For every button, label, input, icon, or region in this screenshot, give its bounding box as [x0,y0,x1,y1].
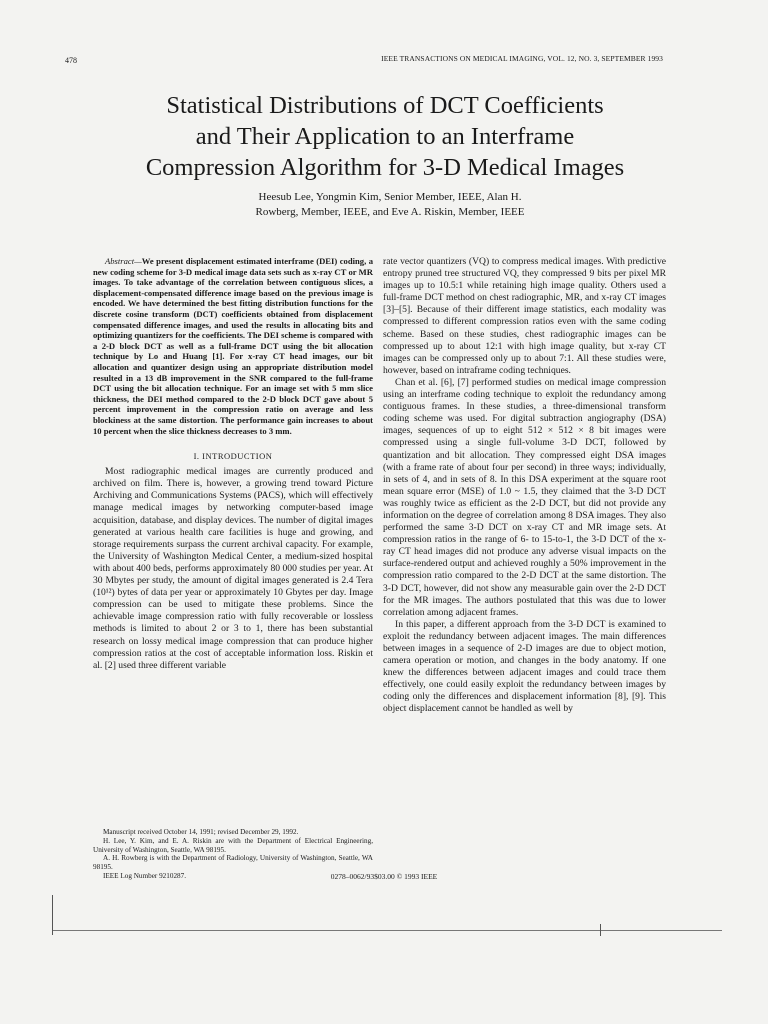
footnote-line: IEEE Log Number 9210287. [103,871,187,880]
corner-mark [52,895,53,935]
section-heading-introduction: I. INTRODUCTION [193,451,273,462]
bottom-rule [52,930,722,931]
abstract-label: Abstract— [105,256,142,266]
title-line: Compression Algorithm for 3-D Medical Images [145,154,625,181]
title-line: Statistical Distributions of DCT Coefficients [166,92,604,119]
copyright-notice: 0278–0062/93$03.00 © 1993 IEEE [330,872,438,881]
right-column [383,256,666,716]
left-column [93,256,373,672]
abstract-text: We present displacement estimated interframe (DEI) coding, a new coding scheme for 3-D medical image data sets such as x-ray CT or MR images. To take advantage of the correlation between contiguous slices, a displacement-compensated difference image based on the previous image is encoded. We have determined the best fitting distribution functions for the discrete cosine transform (DCT) coefficients obtained from displacement compensated difference images, and used the results in allocating bits and optimizing quantizers for the coefficients. The DEI scheme is compared with a 2-D block DCT as well as a full-frame DCT using the bit allocation technique by Lo and Huang [1]. For x-ray CT head images, our bit allocation and quantizer design using an appropriate distribution model resulted in a 13 dB improvement in the SNR compared to the full-frame DCT using the bit allocation technique. For an image set with 5 mm slice thickness, the DEI method compared to the 2-D block DCT gave about 5 percent improvement in the compression ratio on average and less blockiness at the same distortion. The performance gain increases to about 10 percent when the slice thickness decreases to 3 mm. [93,256,373,436]
body-paragraph: In this paper, a different approach from the 3-D DCT is examined to exploit the redundancy between adjacent images. The main differences between images in a sequence of 2-D images are due to object motion, camera operation or motion, and changes in the body anatomy. If one knew the differences between adjacent images and could trace them effectively, one could easily exploit the redundancy between images by coding only the differences and displacement information [8], [9]. This object displacement cannot be handled as well by [383,618,666,715]
author-line: Heesub Lee, Yongmin Kim, Senior Member, IEEE, Alan H. [258,191,522,203]
paper-title [80,90,690,183]
corner-mark [600,924,601,936]
footnote-line: A. H. Rowberg is with the Department of Radiology, University of Washington, Seattle, WA 98195. [93,854,373,872]
body-paragraph: Chan et al. [6], [7] performed studies on medical image compression using an interframe coding technique to exploit the redundancy among contiguous frames. In these studies, a three-dimensional transform coding scheme was used. For digital subtraction angiography (DSA) images, sequences of up to eight 512 × 512 × 8 bit images were compressed using a single full-volume 3-D DCT, followed by quantization and bit allocation. They compressed eight DSA images (with a frame rate of about four per second) in three ways; individually, in sets of 4, and in sets of 8. In this DSA experiment at the square root mean square error (MSE) of 1.0 ~ 1.5, they claimed that the 3-D DCT was roughly twice as efficient as the 2-D DCT, but did not provide any information on the degree of correlation among 8 DSA images. They also performed the same 3-D DCT on x-ray CT and MR image sets. At compression ratios in the range of 6- to 15-to-1, the 3-D DCT of the x-ray CT head images did not produce any adverse visual impacts on the surface-rendered output and achieved roughly a 50% improvement in the compression ratio compared to the 2-D DCT at the same distortion. The 3-D DCT, however, did not show any measurable gain over the 2-D DCT for the MR images. The authors postulated that this was due to lower correlation among adjacent frames. [383,376,666,618]
author-list [120,190,660,220]
footnote-line: Manuscript received October 14, 1991; revised December 29, 1992. [103,828,299,836]
body-paragraph: Most radiographic medical images are currently produced and archived on film. There is, however, a growing trend toward Picture Archiving and Communications Systems (PACS), which will effectively manage medical images by networking computer-based image acquisition, database, and display devices. The number of digital images generated at various health care facilities is huge and growing, and storage requirements surpass the current archival capacity. For example, the University of Washington Medical Center, a medium-sized hospital with about 400 beds, performs approximately 80 000 studies per year. At 30 Mbytes per study, the amount of digital images generated is 2.4 Tera (10¹²) bytes of data per year or approximately 10 Gbytes per day. Image compression can be used to mitigate these problems. Since the achievable image compression ratio with fully recoverable or lossless methods is limited to about 2 or 3 to 1, there has been substantial research on lossy medical image compression that can produce higher compression ratios at the cost of acceptable information loss. Riskin et al. [2] used three different variable [93,466,373,671]
title-line: and Their Application to an Interframe [195,123,575,150]
author-line: Rowberg, Member, IEEE, and Eve A. Riskin, Member, IEEE [255,206,525,218]
running-head: IEEE TRANSACTIONS ON MEDICAL IMAGING, VOL. 12, NO. 3, SEPTEMBER 1993 [381,54,663,63]
footnote-line: H. Lee, Y. Kim, and E. A. Riskin are with the Department of Electrical Engineering, University of Washington, Seattle, WA 98195. [93,836,373,854]
page-number: 478 [65,56,77,65]
abstract [93,256,373,436]
body-paragraph: rate vector quantizers (VQ) to compress medical images. With predictive entropy pruned tree structured VQ, they compressed 9 bits per pixel MR images up to 10.5:1 while retaining high image quality. Others used a full-frame DCT method on chest radiographic, MR, and x-ray CT images [3]–[5]. Because of their different image statistics, each modality was compressed to different compression ratios even with the same coding scheme. Based on these studies, chest radiographic images can be compressed up to about 12:1 with high image quality, but x-ray CT images can be compressed only up to about 7:1. All these studies were, however, based on intraframe coding techniques. [383,256,666,376]
